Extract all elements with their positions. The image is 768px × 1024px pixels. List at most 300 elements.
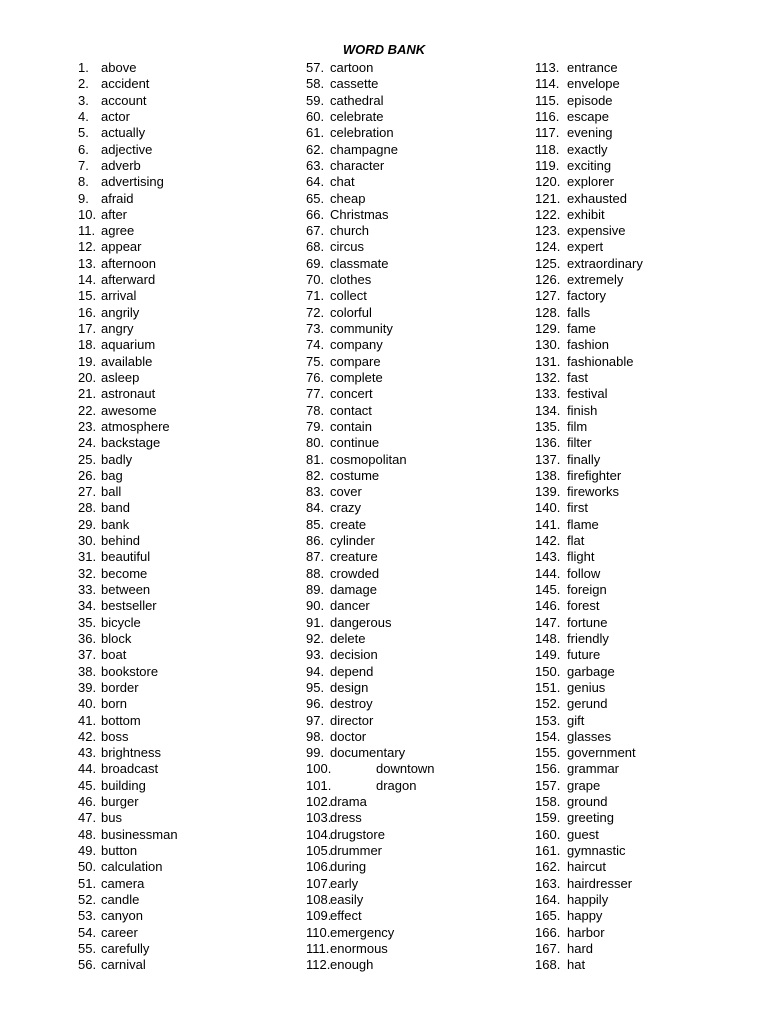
list-item — [78, 370, 178, 386]
item-word: drugstore — [330, 826, 385, 842]
item-number: 111. — [306, 940, 330, 956]
item-word: carefully — [101, 940, 150, 956]
list-item — [78, 794, 178, 810]
list-item — [78, 174, 178, 190]
item-word: behind — [101, 533, 141, 549]
item-word: flame — [567, 516, 599, 532]
item-number: 82. — [306, 467, 325, 483]
list-item — [535, 386, 643, 402]
item-word: haircut — [567, 859, 607, 875]
list-item — [535, 60, 643, 76]
item-number: 164. — [535, 891, 561, 907]
item-word: filter — [567, 435, 592, 451]
word-column-2 — [306, 60, 435, 974]
list-item — [306, 957, 435, 973]
list-item — [78, 761, 178, 777]
list-item — [535, 76, 643, 92]
item-number: 113. — [535, 60, 560, 75]
item-number: 77. — [306, 386, 325, 402]
item-word: available — [101, 353, 153, 369]
list-item — [78, 517, 178, 533]
item-number: 99. — [306, 745, 325, 761]
item-word: finish — [567, 402, 598, 418]
item-word: cover — [330, 484, 362, 500]
item-word: festival — [567, 386, 608, 402]
item-word: building — [101, 777, 146, 793]
list-item — [306, 109, 435, 125]
list-item — [535, 158, 643, 174]
item-number: 4. — [78, 108, 89, 124]
list-item — [535, 925, 643, 941]
list-item — [535, 794, 643, 810]
list-item — [535, 680, 643, 696]
item-number: 88. — [306, 565, 325, 581]
item-number: 9. — [78, 190, 89, 206]
item-word: crazy — [330, 500, 362, 516]
item-number: 1. — [78, 60, 89, 75]
list-item — [535, 337, 643, 353]
item-word: camera — [101, 875, 145, 891]
item-word: early — [330, 875, 359, 891]
list-item — [306, 370, 435, 386]
list-item — [306, 93, 435, 109]
item-word: glasses — [567, 728, 612, 744]
item-word: director — [330, 712, 374, 728]
list-item — [78, 354, 178, 370]
list-item — [78, 500, 178, 516]
item-number: 67. — [306, 223, 325, 239]
page-title: WORD BANK — [342, 42, 426, 57]
list-item — [78, 598, 178, 614]
item-word: classmate — [330, 255, 389, 271]
item-number: 120. — [535, 174, 561, 190]
item-word: future — [567, 647, 601, 663]
item-word: cathedral — [330, 92, 384, 108]
list-item — [306, 761, 435, 777]
item-number: 31. — [78, 549, 97, 565]
item-word: downtown — [376, 761, 435, 777]
item-number: 69. — [306, 255, 325, 271]
list-item — [535, 256, 643, 272]
item-number: 128. — [535, 304, 561, 320]
list-item — [78, 403, 178, 419]
list-item — [306, 680, 435, 696]
item-word: depend — [330, 663, 374, 679]
list-item — [306, 452, 435, 468]
item-number: 107. — [306, 875, 332, 891]
item-number: 46. — [78, 794, 97, 810]
item-number: 57. — [306, 60, 325, 75]
item-word: appear — [101, 239, 142, 255]
item-number: 79. — [306, 418, 325, 434]
list-item — [306, 207, 435, 223]
item-number: 93. — [306, 647, 325, 663]
list-item — [78, 93, 178, 109]
list-item — [306, 142, 435, 158]
item-word: bus — [101, 810, 122, 826]
list-item — [78, 223, 178, 239]
item-number: 72. — [306, 304, 325, 320]
list-item — [535, 664, 643, 680]
list-item — [78, 957, 178, 973]
item-number: 21. — [78, 386, 97, 402]
item-word: exhibit — [567, 206, 605, 222]
item-word: broadcast — [101, 761, 159, 777]
list-item — [535, 484, 643, 500]
list-item — [78, 549, 178, 565]
item-word: exhausted — [567, 190, 627, 206]
item-number: 66. — [306, 206, 325, 222]
item-number: 22. — [78, 402, 97, 418]
list-item — [306, 615, 435, 631]
list-item — [78, 305, 178, 321]
list-item — [78, 191, 178, 207]
item-word: follow — [567, 565, 601, 581]
list-item — [535, 957, 643, 973]
list-item — [535, 533, 643, 549]
item-number: 138. — [535, 467, 561, 483]
item-word: enormous — [330, 940, 388, 956]
list-item — [78, 680, 178, 696]
item-word: above — [101, 60, 137, 75]
item-word: entrance — [567, 60, 618, 75]
item-number: 78. — [306, 402, 325, 418]
item-word: greeting — [567, 810, 614, 826]
item-word: bestseller — [101, 598, 157, 614]
item-number: 73. — [306, 321, 325, 336]
item-word: continue — [330, 435, 380, 451]
list-item — [306, 500, 435, 516]
item-number: 10. — [78, 206, 97, 222]
item-number: 105. — [306, 843, 332, 858]
item-word: colorful — [330, 304, 372, 320]
item-number: 40. — [78, 696, 97, 712]
item-word: collect — [330, 288, 367, 304]
item-word: angrily — [101, 304, 140, 320]
item-number: 160. — [535, 826, 561, 842]
list-item — [78, 729, 178, 745]
item-number: 115. — [535, 92, 560, 108]
item-number: 133. — [535, 386, 561, 402]
item-number: 134. — [535, 402, 561, 418]
item-number: 149. — [535, 647, 561, 663]
item-word: actor — [101, 108, 130, 124]
item-number: 44. — [78, 761, 97, 777]
item-word: account — [101, 92, 147, 108]
item-word: company — [330, 337, 383, 353]
item-number: 84. — [306, 500, 325, 516]
item-number: 98. — [306, 728, 325, 744]
list-item — [535, 239, 643, 255]
item-word: extraordinary — [567, 255, 643, 271]
item-word: drummer — [330, 843, 383, 858]
item-word: bicycle — [101, 614, 141, 630]
list-item — [306, 419, 435, 435]
item-word: creature — [330, 549, 378, 565]
item-number: 127. — [535, 288, 561, 304]
list-item — [306, 696, 435, 712]
item-number: 109. — [306, 908, 332, 924]
list-item — [535, 435, 643, 451]
item-number: 153. — [535, 712, 561, 728]
list-item — [78, 859, 178, 875]
item-number: 94. — [306, 663, 325, 679]
item-word: happily — [567, 891, 609, 907]
item-word: destroy — [330, 696, 373, 712]
item-word: accident — [101, 76, 150, 92]
list-item — [535, 403, 643, 419]
list-item — [535, 566, 643, 582]
item-word: afterward — [101, 272, 156, 288]
item-number: 59. — [306, 92, 325, 108]
list-item — [535, 142, 643, 158]
item-number: 81. — [306, 451, 325, 467]
list-item — [535, 892, 643, 908]
item-number: 60. — [306, 108, 325, 124]
item-word: extremely — [567, 272, 624, 288]
list-item — [306, 468, 435, 484]
item-number: 126. — [535, 272, 561, 288]
list-item — [78, 239, 178, 255]
list-item — [535, 843, 643, 859]
list-item — [306, 239, 435, 255]
item-number: 139. — [535, 484, 561, 500]
item-word: fashionable — [567, 353, 634, 369]
list-item — [306, 631, 435, 647]
list-item — [306, 843, 435, 859]
item-number: 18. — [78, 337, 97, 353]
item-word: during — [330, 859, 367, 875]
item-number: 13. — [78, 255, 97, 271]
item-word: first — [567, 500, 588, 516]
item-number: 5. — [78, 125, 89, 141]
item-word: gift — [567, 712, 585, 728]
list-item — [306, 386, 435, 402]
item-word: firefighter — [567, 467, 622, 483]
item-number: 12. — [78, 239, 97, 255]
item-word: candle — [101, 891, 140, 907]
list-item — [306, 778, 435, 794]
item-word: doctor — [330, 728, 367, 744]
item-word: exactly — [567, 141, 608, 157]
list-item — [306, 549, 435, 565]
item-number: 116. — [535, 108, 560, 124]
item-number: 125. — [535, 255, 561, 271]
list-item — [78, 288, 178, 304]
item-word: grape — [567, 777, 601, 793]
item-number: 53. — [78, 908, 97, 924]
item-number: 141. — [535, 516, 561, 532]
item-number: 147. — [535, 614, 561, 630]
item-number: 43. — [78, 745, 97, 761]
item-number: 121. — [535, 190, 561, 206]
item-word: boss — [101, 728, 129, 744]
item-number: 35. — [78, 614, 97, 630]
list-item — [306, 859, 435, 875]
item-number: 152. — [535, 696, 561, 712]
item-number: 15. — [78, 288, 97, 304]
list-item — [78, 533, 178, 549]
list-item — [535, 908, 643, 924]
item-word: burger — [101, 794, 139, 810]
item-number: 89. — [306, 582, 325, 597]
item-number: 161. — [535, 843, 561, 858]
item-number: 71. — [306, 288, 325, 304]
item-number: 25. — [78, 451, 97, 467]
list-item — [535, 827, 643, 843]
list-item — [78, 60, 178, 76]
item-word: between — [101, 582, 151, 597]
item-word: ground — [567, 794, 608, 810]
item-number: 6. — [78, 141, 89, 157]
item-number: 96. — [306, 696, 325, 712]
item-word: gerund — [567, 696, 608, 712]
item-number: 163. — [535, 875, 561, 891]
list-item — [78, 142, 178, 158]
list-item — [306, 321, 435, 337]
item-number: 131. — [535, 353, 561, 369]
item-number: 62. — [306, 141, 325, 157]
item-word: foreign — [567, 582, 607, 597]
item-word: episode — [567, 92, 613, 108]
list-item — [306, 827, 435, 843]
list-item — [535, 125, 643, 141]
item-number: 135. — [535, 418, 561, 434]
list-item — [306, 941, 435, 957]
item-word: community — [330, 321, 393, 336]
list-item — [78, 76, 178, 92]
list-item — [306, 435, 435, 451]
item-number: 146. — [535, 598, 561, 614]
item-word: flight — [567, 549, 595, 565]
item-number: 162. — [535, 859, 561, 875]
item-number: 104. — [306, 826, 332, 842]
item-number: 80. — [306, 435, 325, 451]
list-item — [306, 403, 435, 419]
item-word: brightness — [101, 745, 161, 761]
list-item — [535, 729, 643, 745]
item-word: factory — [567, 288, 607, 304]
item-number: 36. — [78, 630, 97, 646]
item-number: 150. — [535, 663, 561, 679]
word-column-1 — [78, 60, 178, 974]
item-word: asleep — [101, 369, 140, 385]
item-word: bank — [101, 516, 130, 532]
item-number: 42. — [78, 728, 97, 744]
item-number: 3. — [78, 92, 89, 108]
list-item — [535, 272, 643, 288]
list-item — [78, 566, 178, 582]
item-word: effect — [330, 908, 362, 924]
item-number: 45. — [78, 777, 97, 793]
item-number: 65. — [306, 190, 325, 206]
item-word: Christmas — [330, 206, 389, 222]
item-number: 54. — [78, 924, 97, 940]
item-number: 38. — [78, 663, 97, 679]
list-item — [78, 892, 178, 908]
list-item — [535, 468, 643, 484]
item-number: 32. — [78, 565, 97, 581]
item-number: 140. — [535, 500, 561, 516]
item-word: clothes — [330, 272, 372, 288]
item-word: friendly — [567, 630, 609, 646]
item-number: 155. — [535, 745, 561, 761]
list-item — [535, 615, 643, 631]
list-item — [306, 158, 435, 174]
item-word: celebration — [330, 125, 394, 141]
list-item — [306, 484, 435, 500]
item-word: explorer — [567, 174, 614, 190]
item-word: forest — [567, 598, 600, 614]
item-number: 24. — [78, 435, 97, 451]
list-item — [78, 337, 178, 353]
list-item — [306, 892, 435, 908]
list-item — [306, 354, 435, 370]
item-word: champagne — [330, 141, 398, 157]
list-item — [78, 941, 178, 957]
list-item — [78, 843, 178, 859]
item-word: advertising — [101, 174, 164, 190]
item-word: angry — [101, 321, 134, 336]
item-word: fortune — [567, 614, 608, 630]
list-item — [78, 778, 178, 794]
item-number: 165. — [535, 908, 561, 924]
list-item — [306, 288, 435, 304]
item-word: celebrate — [330, 108, 384, 124]
list-item — [535, 419, 643, 435]
item-number: 142. — [535, 533, 561, 549]
item-number: 114. — [535, 76, 560, 92]
list-item — [78, 664, 178, 680]
item-number: 63. — [306, 157, 325, 173]
item-word: documentary — [330, 745, 406, 761]
item-word: cassette — [330, 76, 379, 92]
list-item — [78, 925, 178, 941]
list-item — [535, 876, 643, 892]
list-item — [78, 452, 178, 468]
item-word: drama — [330, 794, 367, 810]
item-word: badly — [101, 451, 133, 467]
item-number: 52. — [78, 891, 97, 907]
item-word: atmosphere — [101, 418, 170, 434]
item-number: 2. — [78, 76, 89, 92]
item-number: 39. — [78, 679, 97, 695]
item-word: church — [330, 223, 370, 239]
item-word: emergency — [330, 924, 395, 940]
item-number: 154. — [535, 728, 561, 744]
list-item — [306, 713, 435, 729]
item-number: 48. — [78, 826, 97, 842]
list-item — [535, 582, 643, 598]
item-number: 92. — [306, 630, 325, 646]
item-word: bottom — [101, 712, 141, 728]
list-item — [306, 908, 435, 924]
item-word: afternoon — [101, 255, 156, 271]
item-number: 106. — [306, 859, 332, 875]
list-item — [306, 174, 435, 190]
item-word: bag — [101, 467, 123, 483]
item-number: 76. — [306, 369, 325, 385]
item-word: astronaut — [101, 386, 156, 402]
item-word: contain — [330, 418, 372, 434]
item-word: backstage — [101, 435, 161, 451]
item-number: 17. — [78, 321, 97, 336]
list-item — [306, 664, 435, 680]
list-item — [306, 647, 435, 663]
item-word: adverb — [101, 157, 141, 173]
item-word: canyon — [101, 908, 143, 924]
item-word: flat — [567, 533, 585, 549]
